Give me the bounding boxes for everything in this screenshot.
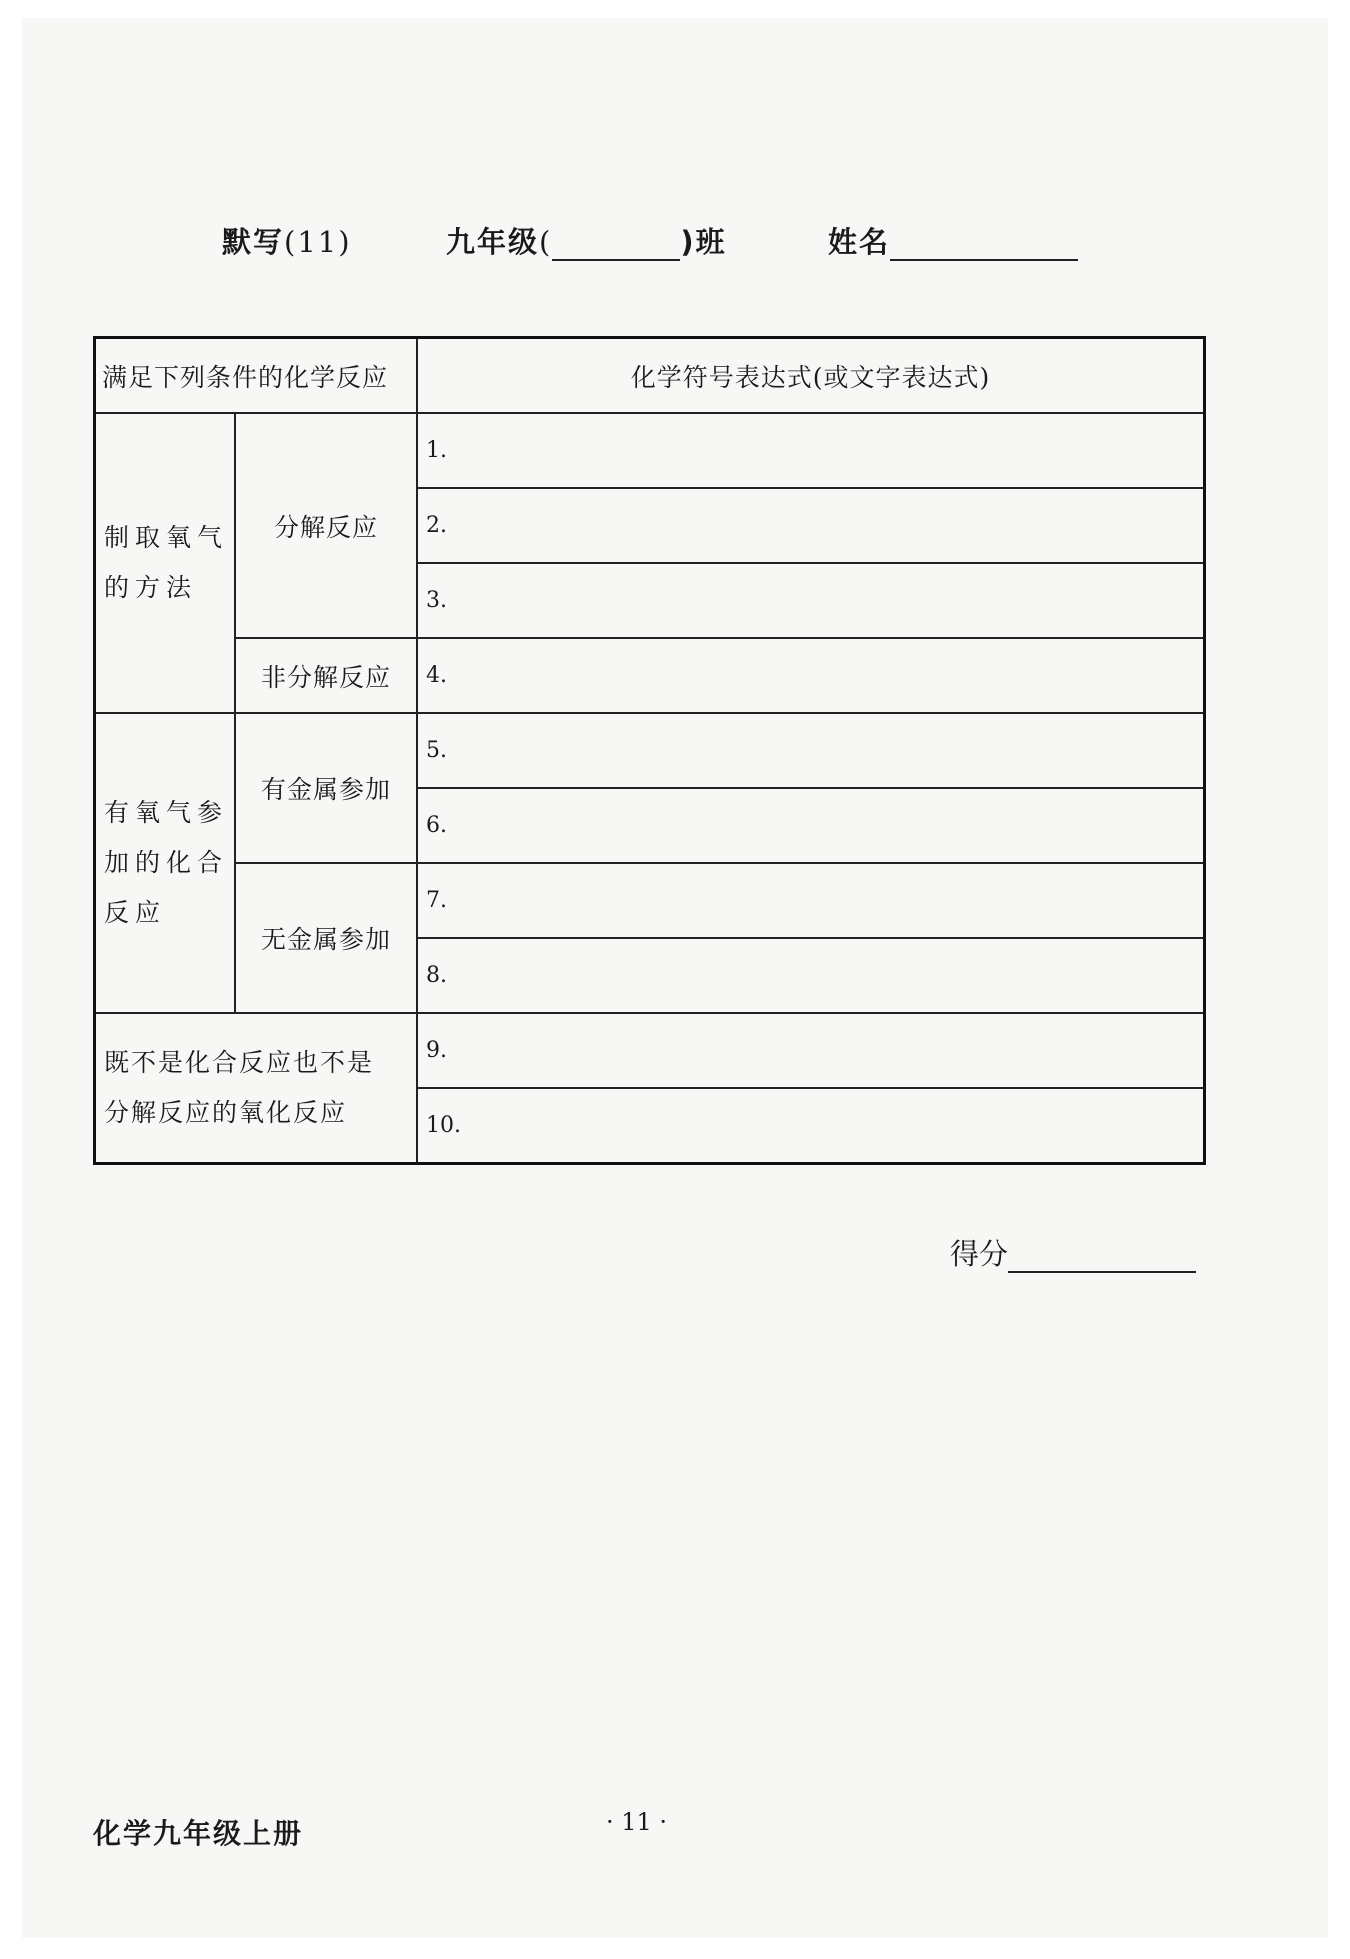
table-row	[95, 638, 1205, 713]
answer-cell-8[interactable]: 8.	[417, 938, 1205, 1013]
category-other-oxidation: 既不是化合反应也不是 分解反应的氧化反应	[95, 1013, 418, 1164]
worksheet-title: 默写(11)	[222, 225, 352, 259]
category-oxygen-preparation: 制取氧气 的方法	[95, 413, 236, 713]
score-field	[950, 1232, 1196, 1273]
answer-cell-6[interactable]: 6.	[417, 788, 1205, 863]
name-field	[828, 220, 1078, 261]
score-label: 得分	[950, 1237, 1009, 1271]
answer-cell-5[interactable]: 5.	[417, 713, 1205, 788]
answer-cell-7[interactable]: 7.	[417, 863, 1205, 938]
table-row	[95, 713, 1205, 788]
subcategory-with-metal: 有金属参加	[235, 713, 417, 863]
header-conditions: 满足下列条件的化学反应	[95, 338, 418, 414]
book-title: 化学九年级上册	[93, 1817, 304, 1850]
class-blank[interactable]	[552, 231, 680, 261]
category-oxygen-combination: 有氧气参 加的化合 反应	[95, 713, 236, 1013]
name-blank[interactable]	[890, 231, 1078, 261]
answer-cell-1[interactable]: 1.	[417, 413, 1205, 488]
answer-cell-10[interactable]: 10.	[417, 1088, 1205, 1164]
name-label: 姓名	[828, 225, 891, 259]
subcategory-decomposition: 分解反应	[235, 413, 417, 638]
score-blank[interactable]	[1008, 1243, 1196, 1273]
answer-cell-9[interactable]: 9.	[417, 1013, 1205, 1088]
table-row	[95, 1013, 1205, 1088]
subcategory-non-decomposition: 非分解反应	[235, 638, 417, 713]
answer-cell-4[interactable]: 4.	[417, 638, 1205, 713]
table-row	[95, 863, 1205, 938]
grade-label: 九年级	[446, 225, 540, 259]
answer-cell-2[interactable]: 2.	[417, 488, 1205, 563]
class-field: 九年级( )班	[446, 225, 727, 259]
subcategory-without-metal: 无金属参加	[235, 863, 417, 1013]
page-number: · 11 ·	[606, 1808, 668, 1836]
table-header-row	[95, 338, 1205, 414]
header-expression: 化学符号表达式(或文字表达式)	[417, 338, 1205, 414]
table-row	[95, 413, 1205, 488]
answer-cell-3[interactable]: 3.	[417, 563, 1205, 638]
reaction-table	[93, 336, 1206, 1165]
